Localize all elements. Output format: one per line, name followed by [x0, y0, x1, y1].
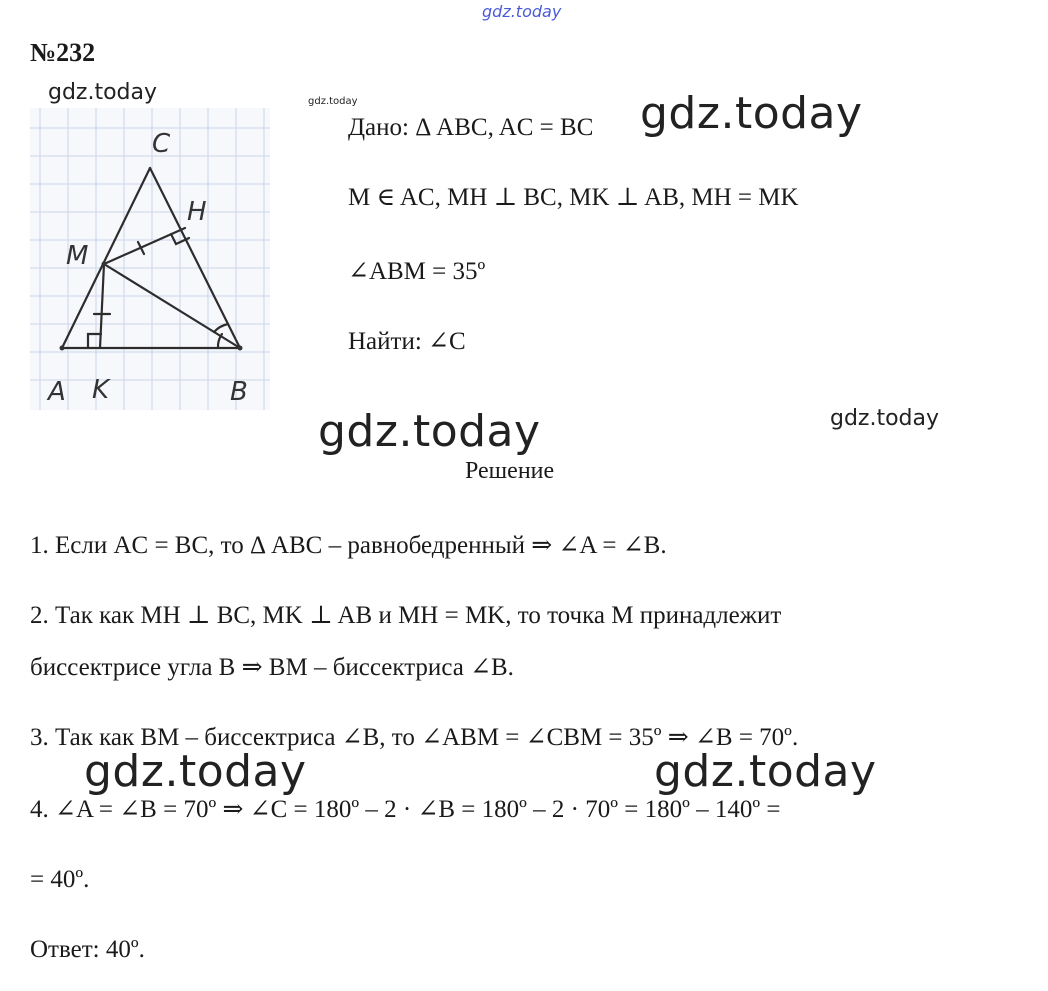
solution-step-4a: 4. ∠A = ∠B = 70º ⇒ ∠C = 180º – 2 · ∠B = 180º – 2 · 70º = 180º – 140º = [30, 796, 781, 823]
label-c: C [152, 129, 171, 159]
given-find-line: Найти: ∠C [348, 328, 466, 355]
point-m [102, 262, 107, 267]
label-k: K [92, 375, 110, 405]
answer-line: Ответ: 40º. [30, 936, 145, 963]
solution-step-2a: 2. Так как MH ⊥ BC, MK ⊥ AB и MH = MK, то точка M принадлежит [30, 602, 782, 629]
label-h: H [187, 197, 207, 227]
watermark-big-3: gdz.today [84, 746, 307, 797]
label-m: M [66, 241, 89, 271]
point-b [238, 346, 243, 351]
given-line-2: M ∈ AC, MH ⊥ BC, MK ⊥ AB, MH = MK [348, 184, 799, 211]
watermark-tiny: gdz.today [308, 96, 358, 107]
label-a: A [48, 377, 66, 407]
solution-step-2b: биссектрисе угла B ⇒ BM – биссектриса ∠B. [30, 654, 514, 681]
solution-step-3: 3. Так как BM – биссектриса ∠B, то ∠ABM = ∠CBM = 35º ⇒ ∠B = 70º. [30, 724, 799, 751]
given-line-1: Дано: Δ ABC, AC = BC [348, 114, 594, 141]
solution-step-4b: = 40º. [30, 866, 90, 893]
watermark-small-left: gdz.today [48, 80, 158, 105]
watermark-big-4: gdz.today [654, 746, 877, 797]
problem-number: №232 [30, 38, 96, 67]
watermark-big-1: gdz.today [640, 88, 863, 139]
solution-heading: Решение [465, 458, 555, 484]
given-line-3: ∠ABM = 35º [348, 258, 486, 285]
label-b: B [230, 377, 248, 407]
point-a [60, 346, 65, 351]
triangle-figure [30, 108, 270, 410]
watermark-big-2: gdz.today [318, 406, 541, 457]
watermark-small-right: gdz.today [830, 406, 940, 431]
watermark-top: gdz.today [482, 2, 562, 21]
solution-step-1: 1. Если AC = BC, то Δ ABC – равнобедренный ⇒ ∠A = ∠B. [30, 532, 667, 559]
